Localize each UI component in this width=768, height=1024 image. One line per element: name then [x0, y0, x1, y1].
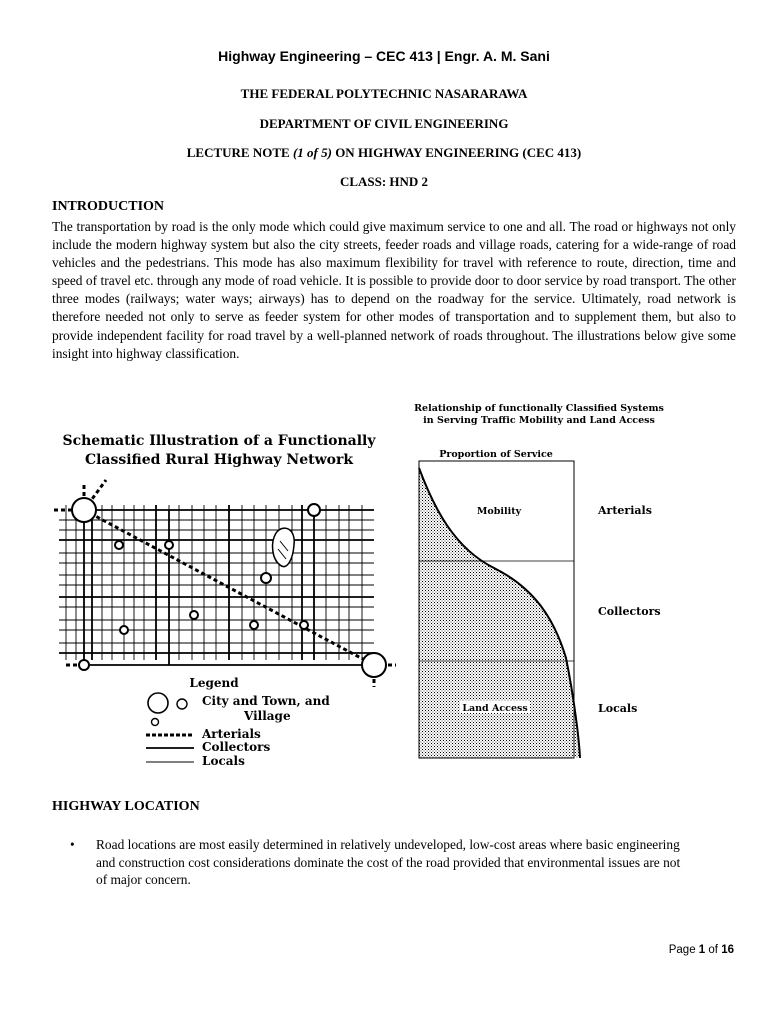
introduction-paragraph: The transportation by road is the only mode which could give maximum service to one and all. The road or highways not only include the modern highway system but also the city streets, feeder roads and village roads, catering for a wide-range of road vehicles and the pedestrians. This mode has also maximum flexibility for travel with reference to route, direction, time and speed of travel etc. through any mode of road vehicle. It is possible to provide door to door service by road transport. The other three modes (railways; water ways; airways) has to depend on the roadway for the service. Ultimately, road network is therefore needed not only to serve as feeder system for other modes of transportation and to supplement them, but also to provide independent facility for road travel by a well-planned network of roads throughout. The illustrations below give some insight into highway classification.: [52, 219, 736, 361]
lecture-prefix: LECTURE NOTE: [186, 145, 290, 160]
collectors-label: Collectors: [598, 605, 661, 618]
lake-shape: [273, 528, 295, 566]
legend-collectors-label: Collectors: [202, 740, 271, 754]
department-name: DEPARTMENT OF CIVIL ENGINEERING: [259, 116, 509, 131]
network-title-line1: Schematic Illustration of a Functionally: [62, 433, 376, 449]
running-header: Highway Engineering – CEC 413 | Engr. A. M. Sani: [218, 48, 550, 64]
land-access-label: Land Access: [462, 703, 528, 714]
legend-city-circle-icon: [148, 693, 168, 713]
highway-location-heading: HIGHWAY LOCATION: [52, 799, 200, 814]
highway-network-figure: [44, 425, 404, 775]
network-title-line2: Classified Rural Highway Network: [84, 452, 354, 468]
service-title-line1: Relationship of functionally Classified Systems: [414, 403, 664, 414]
arterial-roads: [54, 480, 396, 687]
mobility-label: Mobility: [476, 506, 522, 517]
locals-label: Locals: [598, 702, 638, 715]
total-pages: 16: [721, 944, 734, 956]
class-line: CLASS: HND 2: [339, 174, 429, 189]
proportion-header: Proportion of Service: [439, 449, 553, 460]
proportion-of-service-figure: [404, 398, 694, 763]
page-label: Page: [668, 944, 696, 956]
list-item: • Road locations are most easily determined in relatively undeveloped, low-cost areas where basic engineering and construction cost considerations dominate the cost of the road provided that environmental issues are not of major concern.: [70, 836, 690, 889]
highway-location-list: [70, 836, 690, 889]
arterials-label: Arterials: [598, 504, 652, 517]
page-number-footer: [669, 944, 734, 956]
current-page: 1: [698, 944, 706, 956]
legend-city-label-line1: City and Town, and: [202, 694, 330, 708]
legend-locals-label: Locals: [202, 754, 245, 768]
lecture-suffix: ON HIGHWAY ENGINEERING (CEC 413): [335, 145, 582, 160]
lecture-part: (1 of 5): [292, 145, 332, 160]
legend-title: Legend: [189, 676, 239, 690]
legend-city-label-line2: Village: [244, 709, 291, 723]
lecture-title: [0, 145, 768, 161]
institution-name: THE FEDERAL POLYTECHNIC NASARARAWA: [240, 86, 528, 101]
introduction-heading: INTRODUCTION: [52, 199, 165, 214]
of-label: of: [708, 944, 718, 956]
legend-arterials-label: Arterials: [202, 727, 261, 741]
service-title-line2: in Serving Traffic Mobility and Land Access: [423, 415, 655, 426]
legend-village-circle-icon: [152, 719, 159, 726]
legend-town-circle-icon: [177, 699, 187, 709]
